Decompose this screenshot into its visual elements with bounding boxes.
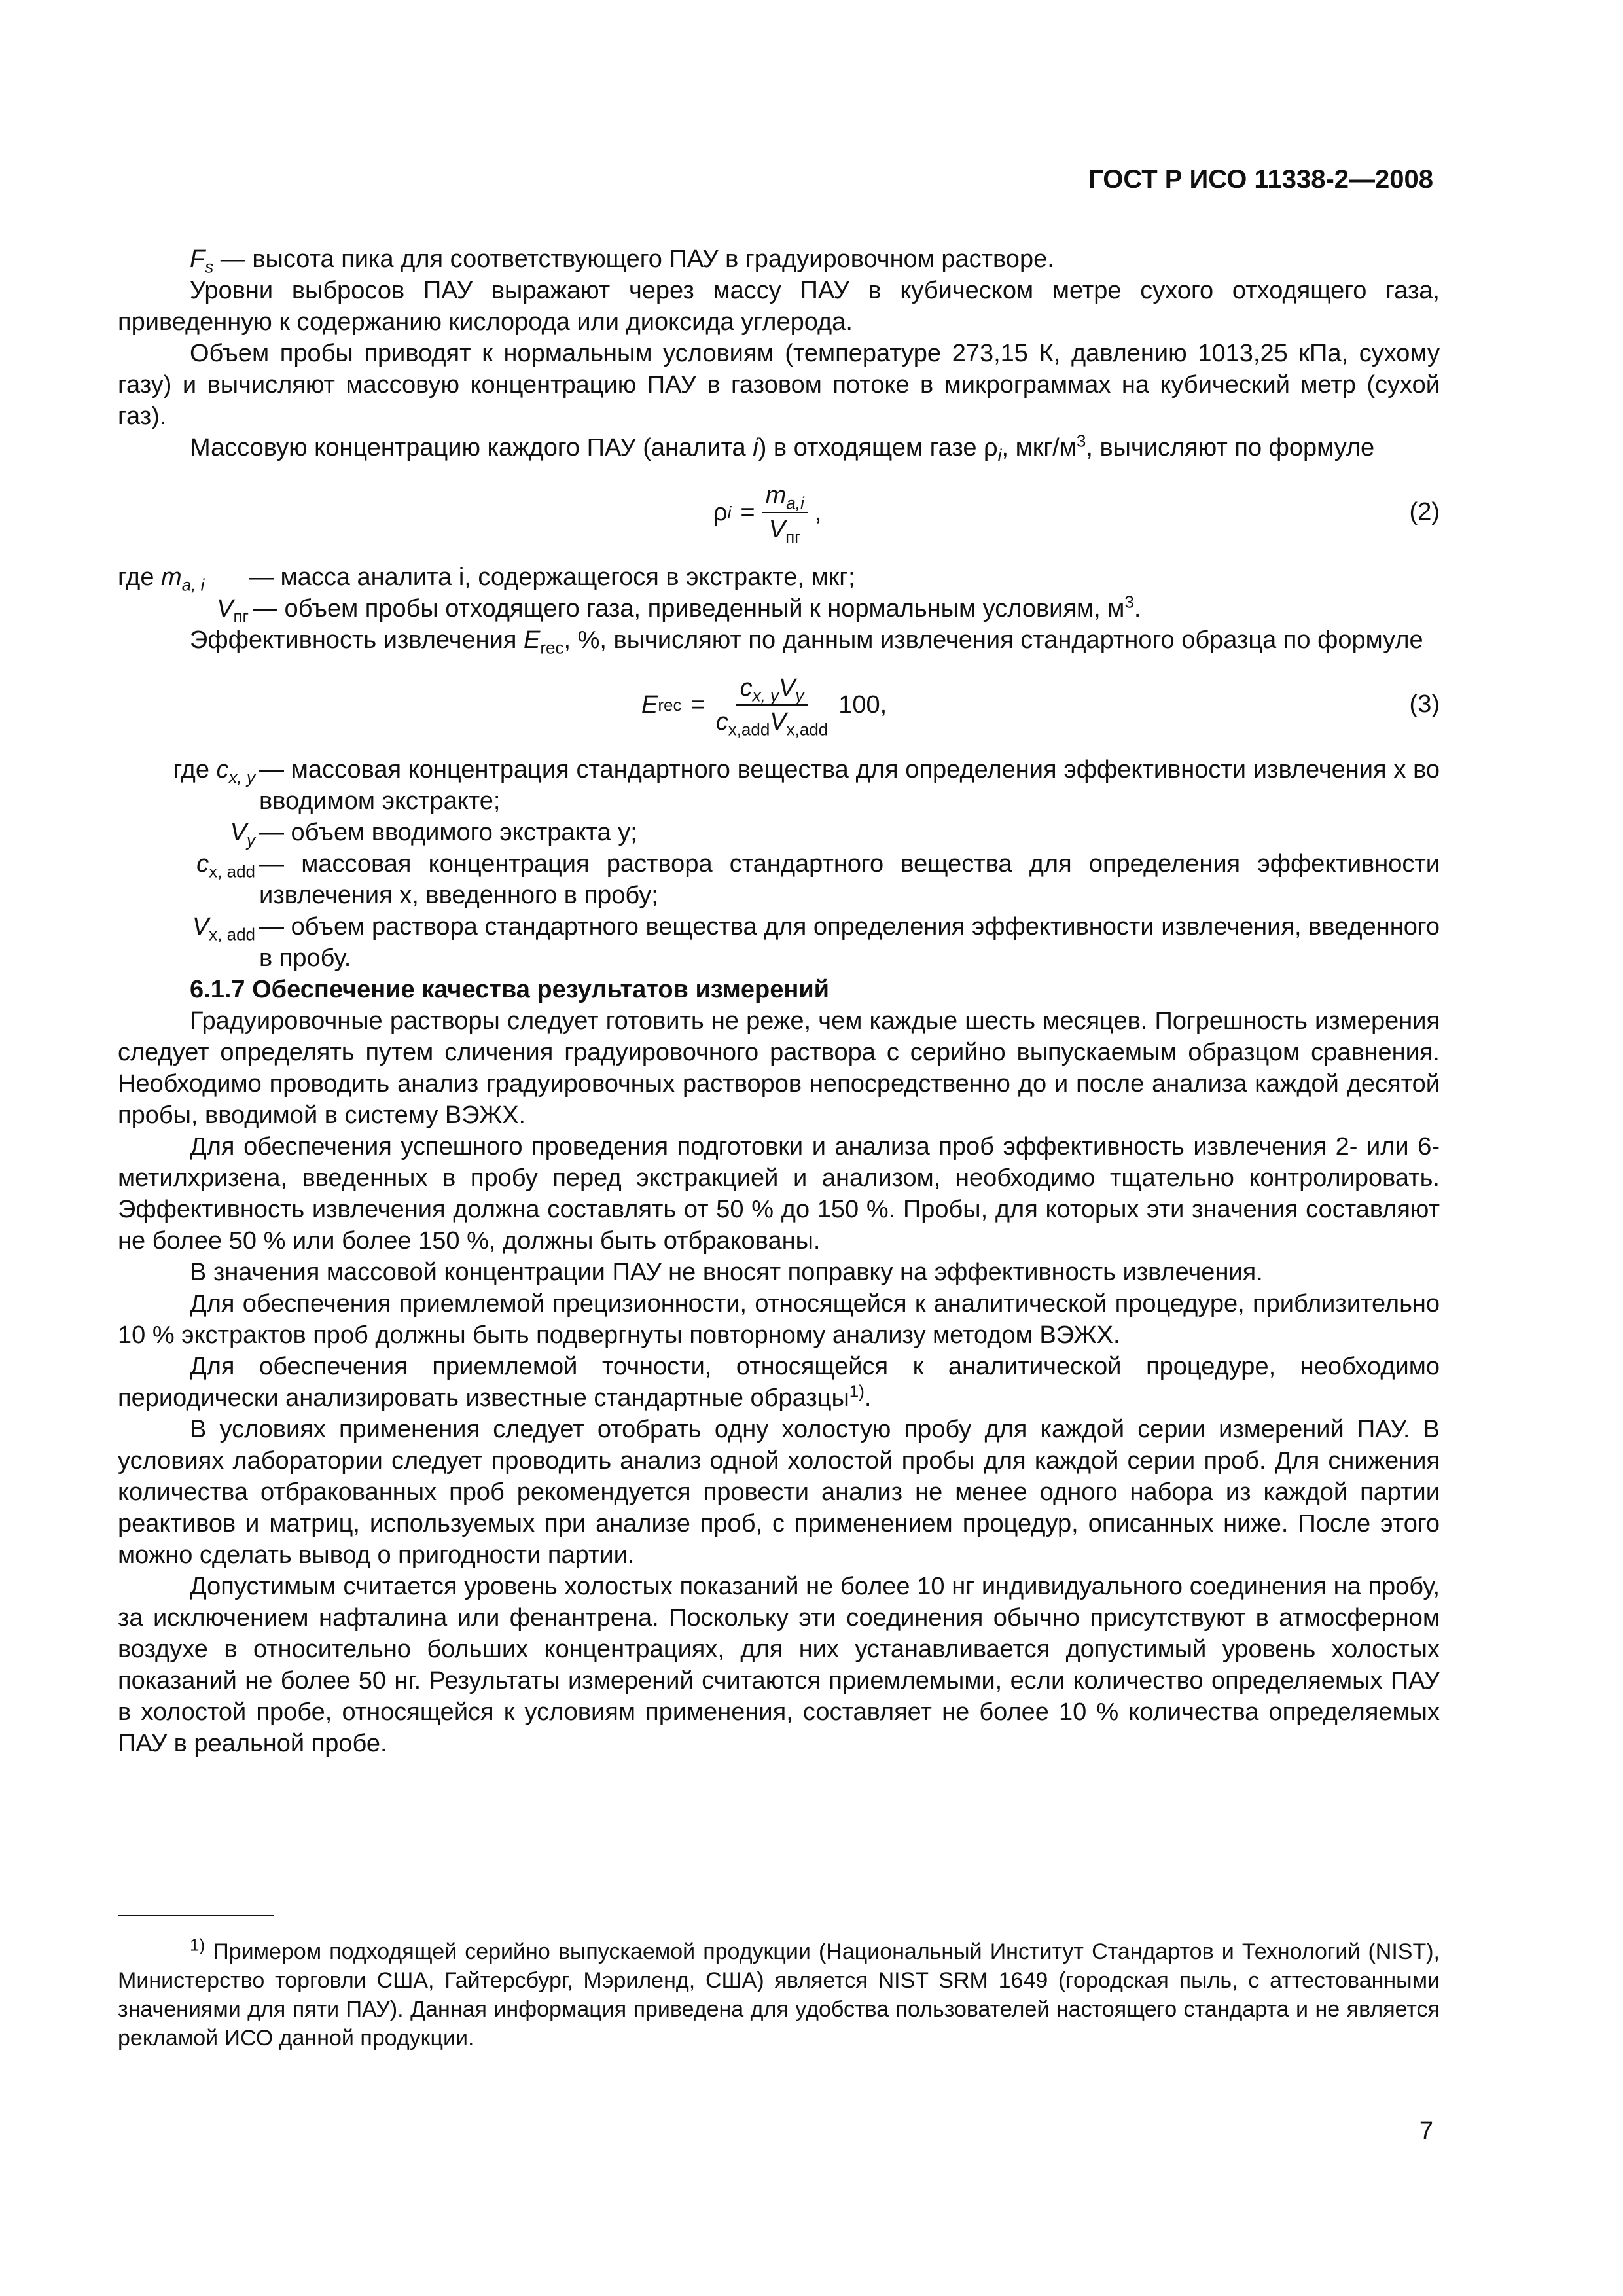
fs-definition: $F_s$ — высота пика для соответствующего ПАУ в градуировочном растворе. <box>190 245 1054 277</box>
where-item: $V_y$ — объем вводимого экстракта y; <box>230 819 637 850</box>
paragraph: Для обеспечения успешного проведения подготовки и анализа проб эффективность извлечения 2- или 6-метилхризена, введенных в пробу перед экстракцией и анализом, необходимо тщательно контролировать. Эффективность извлечения должна составлять от 50 % до 150 %. Пробы, для которых эти значения составляют не более 50 % или более 150 %, должны быть отбракованы. <box>118 1133 1440 1255</box>
where-item: $V_{пг}$ — объем пробы отходящего газа, приведенный к нормальным условиям, $м^3$. <box>217 592 1141 626</box>
footnote: $^{1)}$ Примером подходящей серийно выпускаемой продукции (Национальный Институт Стандартов и Технологий (NIST), Министерство торговли США, Гайтерсбург, Мэриленд, США) является NIST SRM 1649 (городская пыль, с аттестованными значениями для пяти ПАУ). Данная информация приведена для удобства пользователей настоящего стандарта и не является рекламой ИСО данной продукции. <box>118 1935 1440 2051</box>
formula-3: E rec = $\frac{c_{x, y}V_y}{c_{x,add}V_{x,add}}$ 100, (3) <box>641 674 1440 740</box>
document-body <box>118 243 1440 1759</box>
paragraph: Допустимым считается уровень холостых показаний не более 10 нг индивидуального соединения на пробу, за исключением нафталина или фенантрена. Поскольку эти соединения обычно присутствуют в атмосферном воздухе в относительно больших концентрациях, для них устанавливается допустимый уровень холостых показаний не более 50 нг. Результаты измерений считаются приемлемыми, если количество определяемых ПАУ в холостой пробе, относящейся к условиям применения, составляет не более 10 % количества определяемых ПАУ в реальной пробе. <box>118 1573 1440 1757</box>
formula-2: ρ i = $\frac{m_{a,i}}{V_{пг}}$ , (2) <box>713 482 1440 547</box>
footnote-mark: 1) <box>190 1935 205 1955</box>
fraction: $\frac{c_{x, y}V_y}{c_{x,add}V_{x,add}}$ <box>715 674 829 740</box>
where-item: $V_{x, add}$ — объем раствора стандартного вещества для определения эффективности извлечения, введенного в пробу. <box>192 913 1440 972</box>
paragraph: В значения массовой концентрации ПАУ не вносят поправку на эффективность извлечения. <box>190 1259 1263 1286</box>
document-header: ГОСТ Р ИСО 11338-2—2008 <box>1088 165 1433 194</box>
fraction: $\frac{m_{a,i}}{V_{пг}}$ <box>762 480 808 545</box>
paragraph: Массовую концентрацию каждого ПАУ (аналита i) в отходящем газе $\rho_i$, мкг/$м^3$, вычисляют по формуле <box>190 431 1375 465</box>
paragraph: Для обеспечения приемлемой точности, относящейся к аналитической процедуре, необходимо периодически анализировать известные стандартные образцы$^{1)}$. <box>118 1353 1440 1412</box>
footnote-ref[interactable]: 1) <box>849 1381 865 1401</box>
paragraph: Эффективность извлечения $E_{rec}$, %, вычисляют по данным извлечения стандартного образца по формуле <box>190 626 1423 658</box>
footnote-divider <box>118 1915 274 1916</box>
where-item: где $c_{x, y}$ — массовая концентрация стандартного вещества для определения эффективности извлечения x во вводимом экстракте; <box>173 756 1440 815</box>
paragraph: Объем пробы приводят к нормальным условиям (температуре 273,15 К, давлению 1013,25 кПа, сухому газу) и вычисляют массовую концентрацию ПАУ в газовом потоке в микрограммах на кубический метр (сухой газ). <box>118 340 1440 430</box>
page-number: 7 <box>1419 2117 1433 2145</box>
paragraph: Для обеспечения приемлемой прецизионности, относящейся к аналитической процедуре, приблизительно 10 % экстрактов проб должны быть подвергнуты повторному анализу методом ВЭЖХ. <box>118 1290 1440 1349</box>
where-item: $c_{x, add}$ — массовая концентрация раствора стандартного вещества для определения эффективности извлечения x, введенного в пробу; <box>196 850 1440 909</box>
paragraph: В условиях применения следует отобрать одну холостую пробу для каждой серии измерений ПАУ. В условиях лаборатории следует проводить анализ одной холостой пробы для каждой серии проб. Для снижения количества отбракованных проб рекомендуется провести анализ не менее одного набора из каждой партии реактивов и матриц, используемых при анализе проб, с применением процедур, описанных ниже. После этого можно сделать вывод о пригодности партии. <box>118 1416 1440 1569</box>
equation-number: (2) <box>1409 498 1440 526</box>
section-heading: 6.1.7 Обеспечение качества результатов измерений <box>190 976 830 1003</box>
equation-number: (3) <box>1409 691 1440 718</box>
paragraph: Градуировочные растворы следует готовить не реже, чем каждые шесть месяцев. Погрешность измерения следует определять путем сличения градуировочного раствора с серийно выпускаемым образцом сравнения. Необходимо проводить анализ градуировочных растворов непосредственно до и после анализа каждой десятой пробы, вводимой в систему ВЭЖХ. <box>118 1007 1440 1129</box>
paragraph: Уровни выбросов ПАУ выражают через массу ПАУ в кубическом метре сухого отходящего газа, приведенную к содержанию кислорода или диоксида углерода. <box>118 277 1440 336</box>
where-item: где $m_{a, i}$ — масса аналита i, содержащегося в экстракте, мкг; <box>118 564 855 595</box>
